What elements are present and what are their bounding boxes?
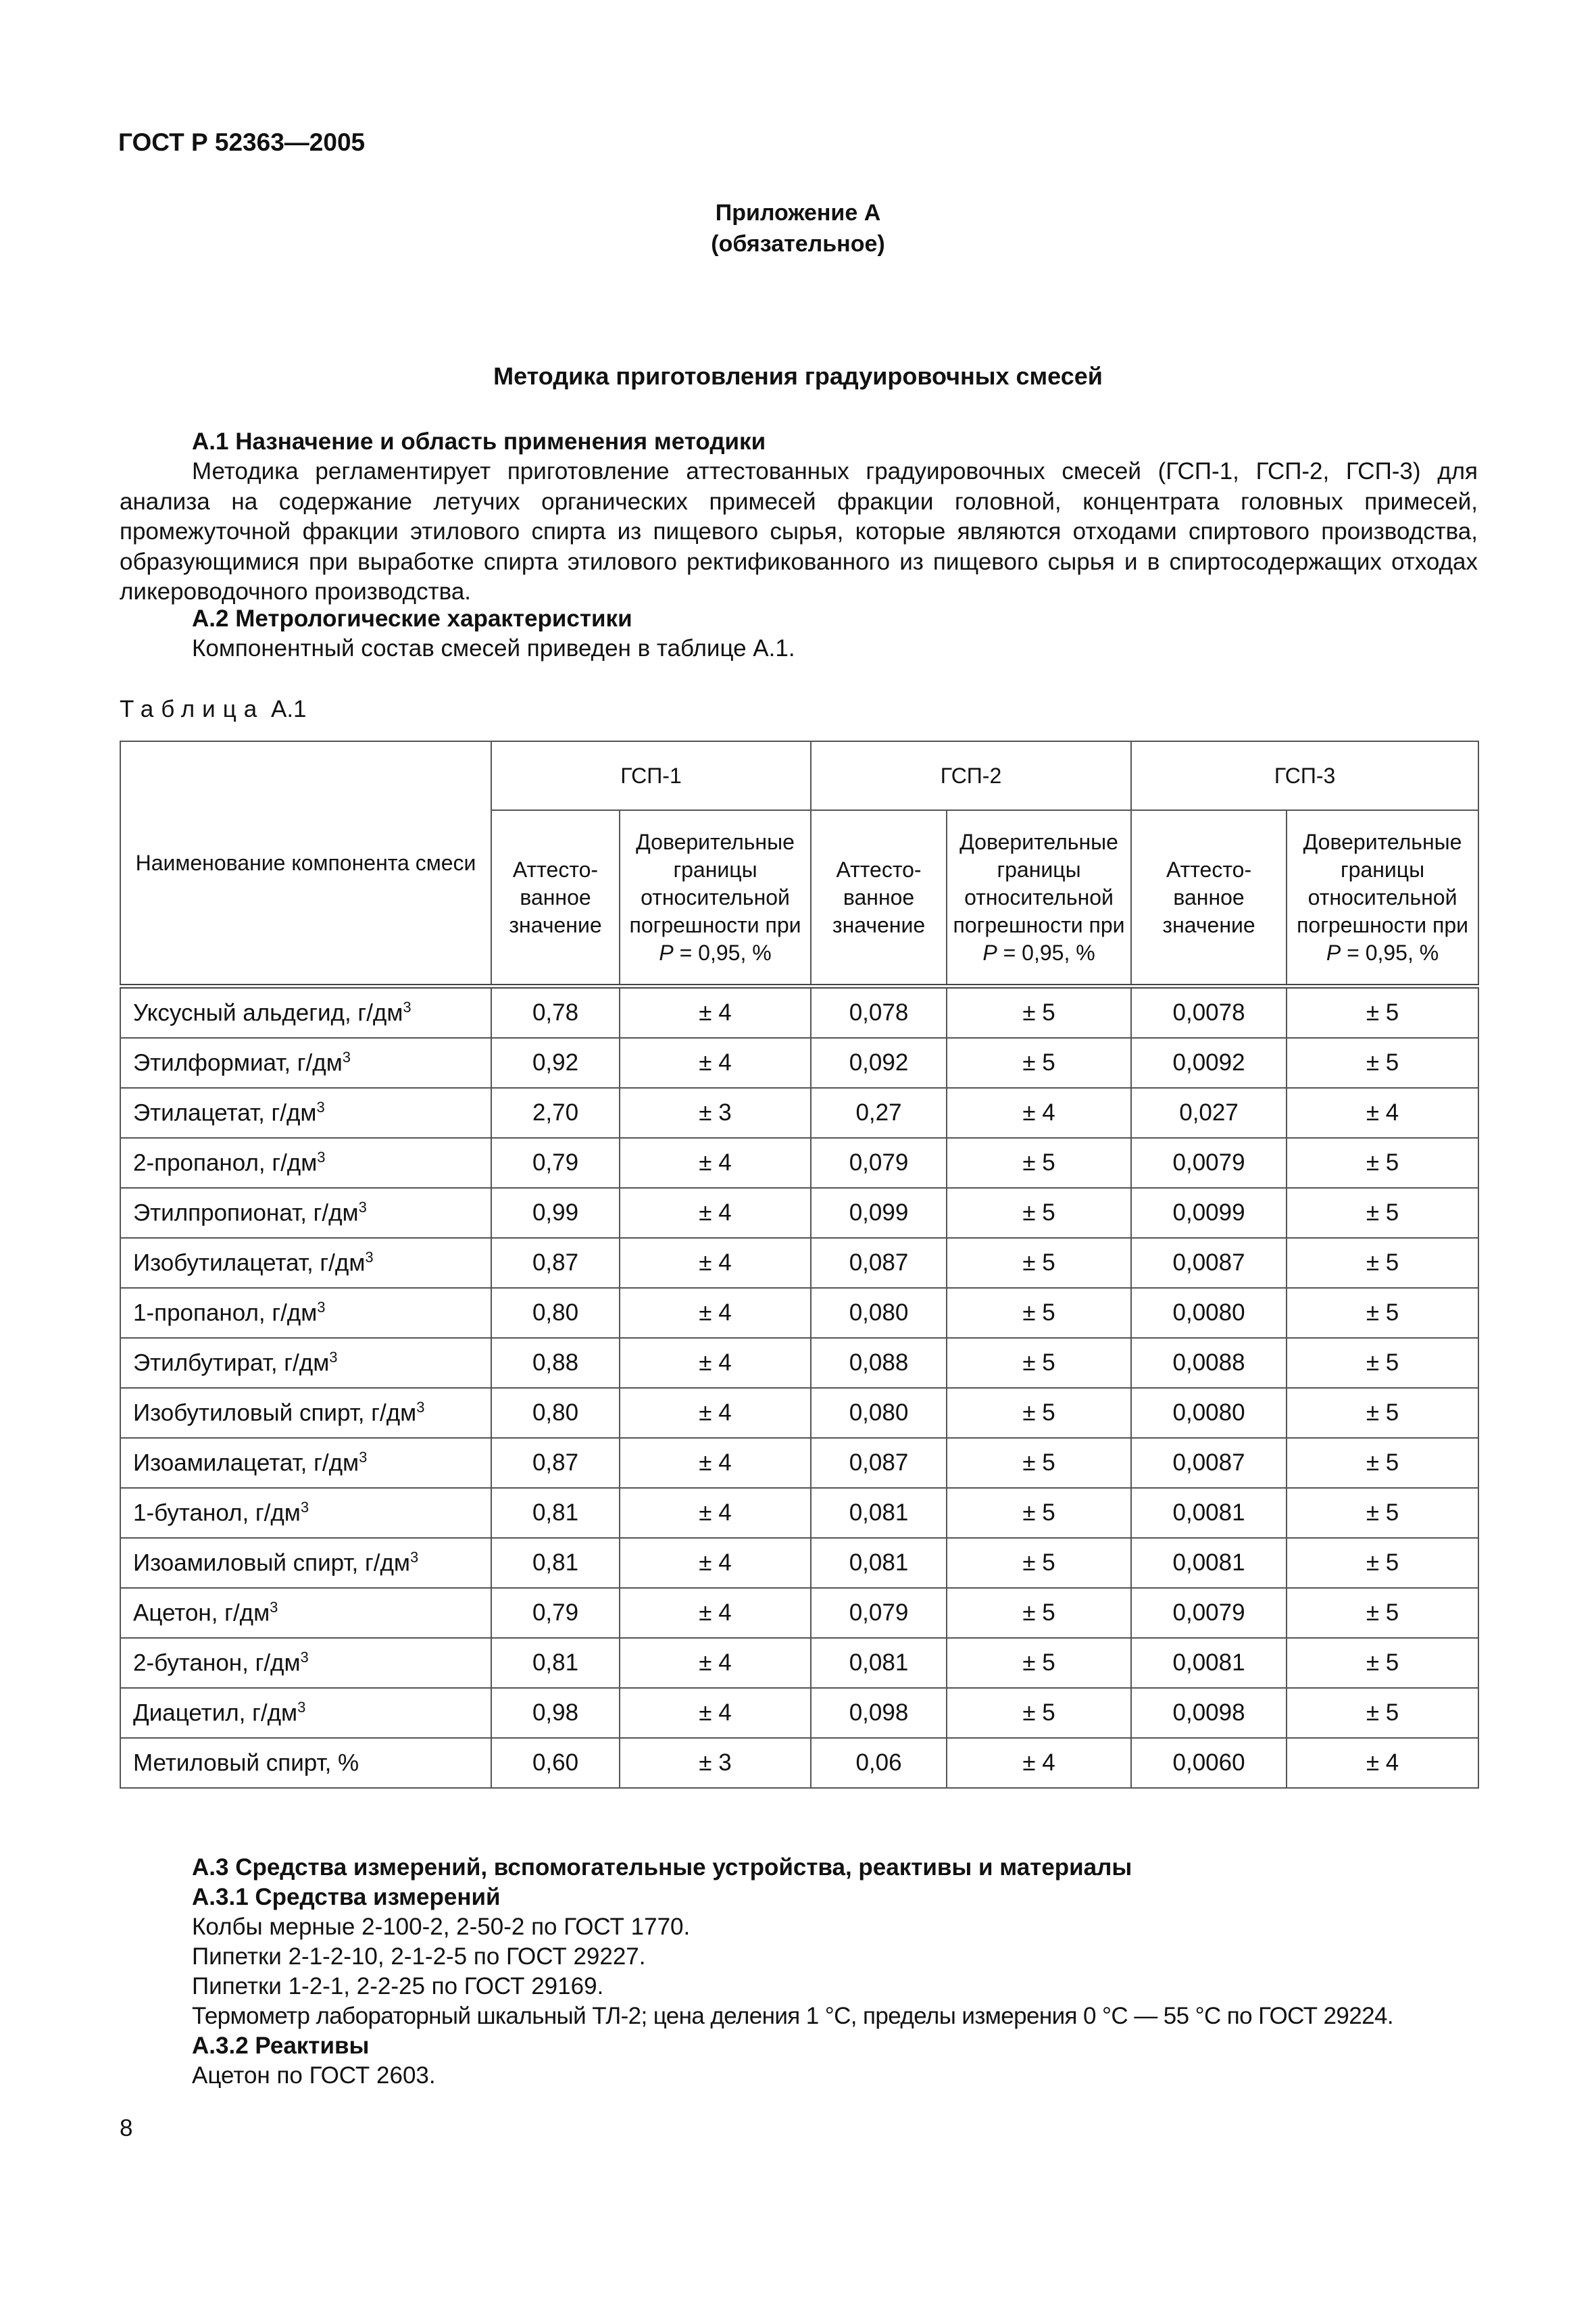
- confidence-bound-cell: ± 4: [620, 987, 811, 1039]
- confidence-bound-cell: ± 4: [620, 1488, 811, 1538]
- component-name: [120, 1588, 491, 1638]
- component-label: Уксусный альдегид, г/дм: [133, 999, 403, 1026]
- confidence-bound-cell: ± 4: [620, 1338, 811, 1388]
- confidence-bound-cell: ± 5: [947, 1138, 1131, 1188]
- confidence-bound-cell: ± 5: [947, 1688, 1131, 1738]
- component-label: Изобутилацетат, г/дм: [133, 1249, 366, 1276]
- certified-value-cell: 0,087: [811, 1438, 947, 1488]
- confidence-bound-cell: ± 3: [620, 1088, 811, 1138]
- certified-value-cell: 0,0081: [1131, 1488, 1287, 1538]
- certified-value-cell: 0,80: [491, 1388, 620, 1438]
- confidence-bound-cell: ± 5: [1287, 1188, 1478, 1238]
- instrument-line: Пипетки 1-2-1, 2-2-25 по ГОСТ 29169.: [192, 1973, 604, 1999]
- certified-value-cell: 0,0080: [1131, 1388, 1287, 1438]
- certified-value-cell: 0,0087: [1131, 1238, 1287, 1288]
- document-title: Методика приготовления градуировочных смесей: [493, 362, 1103, 390]
- column-header-confidence-bounds: [1287, 810, 1478, 987]
- page-number: 8: [120, 2115, 133, 2141]
- bounds-text: Доверительные границы относительной погрешности при: [953, 829, 1125, 937]
- unit-superscript: 3: [300, 1499, 309, 1516]
- certified-value-cell: 0,06: [811, 1738, 947, 1788]
- component-name: [120, 1338, 491, 1388]
- column-group-gsp2: ГСП-2: [811, 741, 1131, 810]
- component-name: [120, 1188, 491, 1238]
- component-label: Диацетил, г/дм: [133, 1699, 298, 1726]
- table-row: [120, 1238, 1478, 1288]
- confidence-bound-cell: ± 5: [947, 1538, 1131, 1588]
- table-row: [120, 1338, 1478, 1388]
- confidence-bound-cell: ± 4: [620, 1688, 811, 1738]
- confidence-bound-cell: ± 4: [620, 1638, 811, 1688]
- confidence-bound-cell: ± 5: [1287, 1388, 1478, 1438]
- component-name: [120, 1238, 491, 1288]
- component-label: Этилацетат, г/дм: [133, 1099, 317, 1126]
- components-table: [120, 741, 1479, 1789]
- unit-superscript: 3: [342, 1049, 351, 1066]
- component-name: [120, 1488, 491, 1538]
- confidence-bound-cell: ± 5: [947, 1388, 1131, 1438]
- standard-number: ГОСТ Р 52363—2005: [118, 128, 366, 156]
- component-name: [120, 1438, 491, 1488]
- certified-value-cell: 0,0092: [1131, 1038, 1287, 1088]
- confidence-bound-cell: ± 5: [1287, 1438, 1478, 1488]
- table-row: [120, 1538, 1478, 1588]
- confidence-bound-cell: ± 4: [620, 1138, 811, 1188]
- unit-superscript: 3: [365, 1249, 374, 1266]
- component-name: [120, 987, 491, 1039]
- certified-value-cell: 0,081: [811, 1538, 947, 1588]
- certified-value-cell: 0,0098: [1131, 1688, 1287, 1738]
- certified-value-cell: 0,78: [491, 987, 620, 1039]
- table-row: [120, 1588, 1478, 1638]
- certified-value-cell: 0,0081: [1131, 1638, 1287, 1688]
- certified-value-cell: 0,079: [811, 1138, 947, 1188]
- certified-value-cell: 0,092: [811, 1038, 947, 1088]
- confidence-bound-cell: ± 5: [947, 1588, 1131, 1638]
- confidence-bound-cell: ± 5: [947, 1238, 1131, 1288]
- unit-superscript: 3: [403, 999, 412, 1016]
- confidence-bound-cell: ± 5: [947, 1038, 1131, 1088]
- table-row: [120, 987, 1478, 1039]
- confidence-bound-cell: ± 4: [620, 1588, 811, 1638]
- table-row: [120, 1138, 1478, 1188]
- certified-value-cell: 0,087: [811, 1238, 947, 1288]
- confidence-bound-cell: ± 5: [1287, 1238, 1478, 1288]
- confidence-bound-cell: ± 5: [947, 1338, 1131, 1388]
- certified-value-cell: 0,92: [491, 1038, 620, 1088]
- table-caption-number: А.1: [270, 696, 307, 722]
- appendix-status: (обязательное): [711, 231, 885, 257]
- confidence-bound-cell: ± 5: [1287, 1638, 1478, 1688]
- certified-value-cell: 0,80: [491, 1288, 620, 1338]
- confidence-bound-cell: ± 4: [1287, 1738, 1478, 1788]
- component-name: [120, 1138, 491, 1188]
- confidence-bound-cell: ± 5: [947, 1188, 1131, 1238]
- confidence-bound-cell: ± 4: [620, 1238, 811, 1288]
- certified-value-cell: 0,088: [811, 1338, 947, 1388]
- column-header-certified-value: Аттесто-ванное значение: [491, 810, 620, 987]
- certified-value-cell: 0,027: [1131, 1088, 1287, 1138]
- confidence-bound-cell: ± 5: [1287, 1588, 1478, 1638]
- column-header-name: Наименование компонента смеси: [120, 741, 491, 987]
- confidence-bound-cell: ± 5: [1287, 1038, 1478, 1088]
- confidence-bound-cell: ± 5: [1287, 1288, 1478, 1338]
- confidence-bound-cell: ± 4: [1287, 1088, 1478, 1138]
- table-row: [120, 1688, 1478, 1738]
- confidence-bound-cell: ± 4: [620, 1388, 811, 1438]
- certified-value-cell: 0,79: [491, 1588, 620, 1638]
- table-row: [120, 1438, 1478, 1488]
- certified-value-cell: 0,0078: [1131, 987, 1287, 1039]
- confidence-bound-cell: ± 4: [947, 1088, 1131, 1138]
- column-group-gsp1: ГСП-1: [491, 741, 811, 810]
- unit-superscript: 3: [270, 1599, 278, 1616]
- bounds-p: P: [1326, 940, 1341, 965]
- confidence-bound-cell: ± 4: [620, 1288, 811, 1338]
- section-a31-heading: А.3.1 Средства измерений: [192, 1884, 501, 1910]
- bounds-suffix: = 0,95, %: [997, 940, 1095, 965]
- component-label: 1-бутанол, г/дм: [133, 1499, 301, 1526]
- instrument-line: Пипетки 2-1-2-10, 2-1-2-5 по ГОСТ 29227.: [192, 1943, 646, 1970]
- confidence-bound-cell: ± 4: [620, 1038, 811, 1088]
- certified-value-cell: 0,0099: [1131, 1188, 1287, 1238]
- bounds-text: Доверительные границы относительной погрешности при: [629, 829, 801, 937]
- component-name: [120, 1738, 491, 1788]
- component-name: [120, 1088, 491, 1138]
- unit-superscript: 3: [358, 1199, 367, 1216]
- certified-value-cell: 0,078: [811, 987, 947, 1039]
- certified-value-cell: 0,079: [811, 1588, 947, 1638]
- component-label: Метиловый спирт, %: [133, 1749, 359, 1776]
- table-row: [120, 1738, 1478, 1788]
- confidence-bound-cell: ± 5: [947, 987, 1131, 1039]
- column-header-certified-value: Аттесто-ванное значение: [1131, 810, 1287, 987]
- appendix-title: Приложение А: [715, 200, 881, 226]
- certified-value-cell: 0,081: [811, 1638, 947, 1688]
- confidence-bound-cell: ± 5: [1287, 1538, 1478, 1588]
- column-header-confidence-bounds: [620, 810, 811, 987]
- bounds-text: Доверительные границы относительной погрешности при: [1297, 829, 1469, 937]
- table-row: [120, 1488, 1478, 1538]
- component-label: Изоамилацетат, г/дм: [133, 1449, 359, 1476]
- certified-value-cell: 0,0079: [1131, 1138, 1287, 1188]
- certified-value-cell: 0,099: [811, 1188, 947, 1238]
- certified-value-cell: 0,098: [811, 1688, 947, 1738]
- table-row: [120, 1088, 1478, 1138]
- component-label: Этилбутират, г/дм: [133, 1349, 330, 1376]
- certified-value-cell: 0,080: [811, 1288, 947, 1338]
- unit-superscript: 3: [416, 1399, 425, 1416]
- component-name: [120, 1638, 491, 1688]
- certified-value-cell: 0,81: [491, 1488, 620, 1538]
- certified-value-cell: 0,88: [491, 1338, 620, 1388]
- unit-superscript: 3: [316, 1099, 325, 1116]
- certified-value-cell: 0,60: [491, 1738, 620, 1788]
- unit-superscript: 3: [317, 1149, 326, 1166]
- section-a2-text: Компонентный состав смесей приведен в таблице А.1.: [192, 635, 795, 662]
- unit-superscript: 3: [297, 1699, 306, 1716]
- component-label: 1-пропанол, г/дм: [133, 1299, 318, 1326]
- component-label: 2-пропанол, г/дм: [133, 1149, 318, 1176]
- component-name: [120, 1288, 491, 1338]
- certified-value-cell: 0,0088: [1131, 1338, 1287, 1388]
- certified-value-cell: 0,87: [491, 1438, 620, 1488]
- unit-superscript: 3: [359, 1449, 368, 1466]
- table-caption: [120, 696, 307, 723]
- section-a32-heading: А.3.2 Реактивы: [192, 2033, 370, 2059]
- certified-value-cell: 0,79: [491, 1138, 620, 1188]
- bounds-suffix: = 0,95, %: [1341, 940, 1439, 965]
- confidence-bound-cell: ± 5: [1287, 1338, 1478, 1388]
- column-header-certified-value: Аттесто-ванное значение: [811, 810, 947, 987]
- bounds-p: P: [982, 940, 997, 965]
- component-label: Этилпропионат, г/дм: [133, 1199, 359, 1226]
- reagent-line: Ацетон по ГОСТ 2603.: [192, 2062, 436, 2089]
- unit-superscript: 3: [300, 1649, 309, 1666]
- confidence-bound-cell: ± 5: [1287, 1138, 1478, 1188]
- confidence-bound-cell: ± 4: [620, 1538, 811, 1588]
- certified-value-cell: 0,81: [491, 1538, 620, 1588]
- bounds-p: P: [659, 940, 674, 965]
- confidence-bound-cell: ± 3: [620, 1738, 811, 1788]
- certified-value-cell: 0,081: [811, 1488, 947, 1538]
- unit-superscript: 3: [409, 1549, 419, 1566]
- component-name: [120, 1388, 491, 1438]
- certified-value-cell: 0,99: [491, 1188, 620, 1238]
- instrument-line: Колбы мерные 2-100-2, 2-50-2 по ГОСТ 1770.: [192, 1914, 691, 1940]
- confidence-bound-cell: ± 4: [620, 1438, 811, 1488]
- confidence-bound-cell: ± 5: [1287, 1488, 1478, 1538]
- unit-superscript: 3: [317, 1299, 326, 1316]
- certified-value-cell: 0,0080: [1131, 1288, 1287, 1338]
- certified-value-cell: 0,0087: [1131, 1438, 1287, 1488]
- confidence-bound-cell: ± 4: [620, 1188, 811, 1238]
- table-caption-word: Таблица: [120, 696, 265, 722]
- certified-value-cell: 0,0079: [1131, 1588, 1287, 1638]
- section-a2-heading: А.2 Метрологические характеристики: [192, 605, 632, 632]
- certified-value-cell: 2,70: [491, 1088, 620, 1138]
- section-a3-heading: А.3 Средства измерений, вспомогательные устройства, реактивы и материалы: [192, 1854, 1132, 1881]
- confidence-bound-cell: ± 5: [947, 1638, 1131, 1688]
- certified-value-cell: 0,98: [491, 1688, 620, 1738]
- component-label: Ацетон, г/дм: [133, 1599, 270, 1626]
- column-header-confidence-bounds: [947, 810, 1131, 987]
- component-name: [120, 1538, 491, 1588]
- table-row: [120, 1038, 1478, 1088]
- table-row: [120, 1638, 1478, 1688]
- component-name: [120, 1038, 491, 1088]
- component-label: Изоамиловый спирт, г/дм: [133, 1549, 410, 1576]
- confidence-bound-cell: ± 4: [947, 1738, 1131, 1788]
- table-row: [120, 1388, 1478, 1438]
- certified-value-cell: 0,27: [811, 1088, 947, 1138]
- unit-superscript: 3: [329, 1349, 338, 1366]
- certified-value-cell: 0,080: [811, 1388, 947, 1438]
- certified-value-cell: 0,0060: [1131, 1738, 1287, 1788]
- confidence-bound-cell: ± 5: [1287, 1688, 1478, 1738]
- table-row: [120, 1188, 1478, 1238]
- certified-value-cell: 0,81: [491, 1638, 620, 1688]
- section-a1-heading: А.1 Назначение и область применения методики: [192, 428, 766, 455]
- confidence-bound-cell: ± 5: [947, 1438, 1131, 1488]
- section-a1-text: Методика регламентирует приготовление аттестованных градуировочных смесей (ГСП-1, ГСП-2, ГСП-3) для анализа на содержание летучих органических примесей фракции головной, концентрата головных примесей, промежуточной фракции этилового спирта из пищевого сырья, которые являются отходами спиртового производства, образующимися при выработке спирта этилового ректификованного из пищевого сырья и в спиртосодержащих отходах ликероводочного производства.: [120, 458, 1478, 605]
- component-label: 2-бутанон, г/дм: [133, 1649, 301, 1676]
- confidence-bound-cell: ± 5: [947, 1288, 1131, 1338]
- confidence-bound-cell: ± 5: [947, 1488, 1131, 1538]
- certified-value-cell: 0,0081: [1131, 1538, 1287, 1588]
- component-label: Этилформиат, г/дм: [133, 1049, 343, 1076]
- component-name: [120, 1688, 491, 1738]
- table-row: [120, 1288, 1478, 1338]
- confidence-bound-cell: ± 5: [1287, 987, 1478, 1039]
- component-label: Изобутиловый спирт, г/дм: [133, 1399, 417, 1426]
- column-group-gsp3: ГСП-3: [1131, 741, 1478, 810]
- certified-value-cell: 0,87: [491, 1238, 620, 1288]
- instrument-line: Термометр лабораторный шкальный ТЛ-2; цена деления 1 °С, пределы измерения 0 °С — 55 °С по ГОСТ 29224.: [192, 2003, 1393, 2029]
- bounds-suffix: = 0,95, %: [673, 940, 772, 965]
